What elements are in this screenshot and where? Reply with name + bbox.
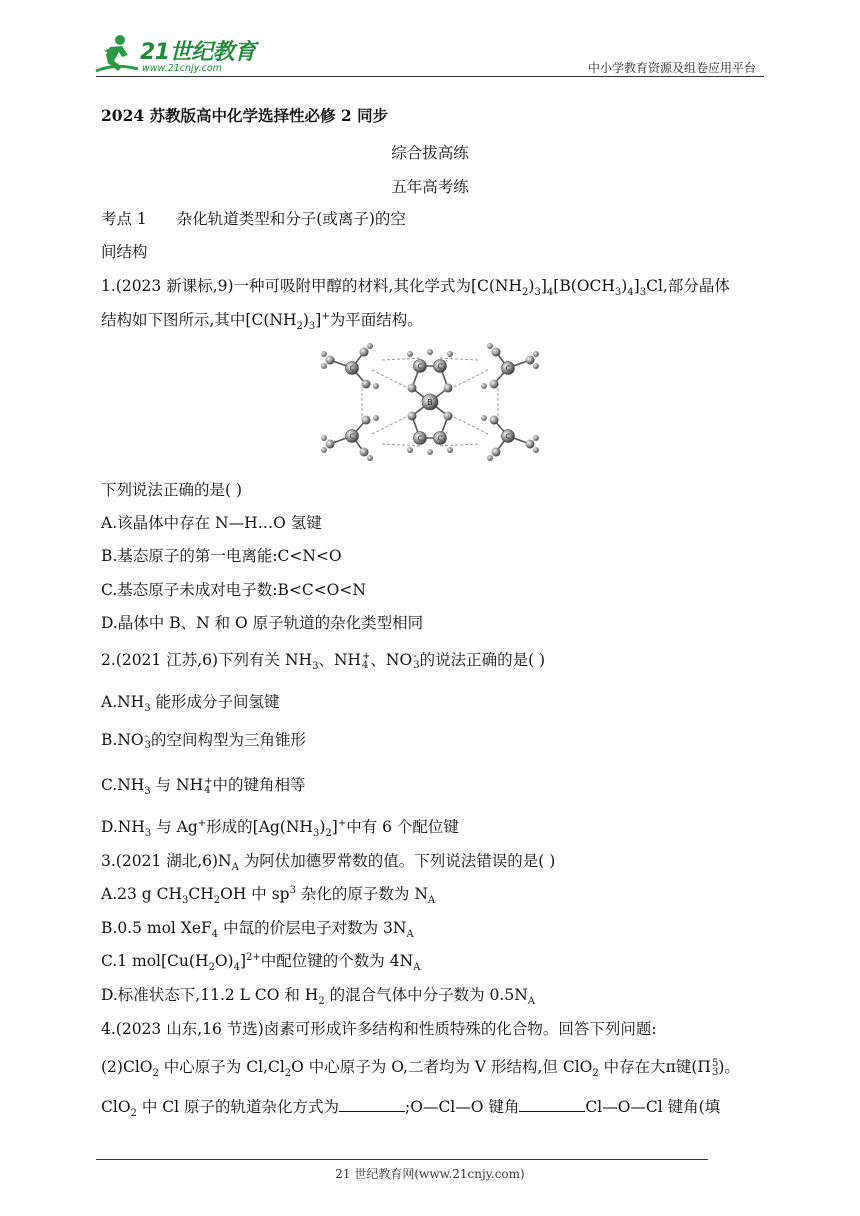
q4-part2-text2: 中心原子为 Cl,Cl [158, 1058, 285, 1076]
q3-option-a-text2: 杂化的原子数为 N [295, 885, 428, 903]
kaodian-title-cont: 间结构 [101, 243, 148, 261]
q2-option-b: B.NO - 3 的空间构型为三角锥形 [101, 731, 306, 751]
q3-option-a-text: A.23 g CH [101, 885, 182, 903]
q4-part2-cont: ClO$_2$ 中 Cl 原子的轨道杂化方式为 ;O—Cl—O 键角 Cl—O—Cl 键角(填 [101, 1098, 721, 1120]
header-divider [96, 76, 764, 77]
answer-blank-1[interactable] [339, 1097, 405, 1112]
q2-option-d: $D.NH_3$ 与 Ag+形成的$[Ag(NH_3)_2]^+$中有 6 个配位键 [101, 817, 459, 840]
document-title: 2024 苏教版高中化学选择性必修 2 同步 [101, 106, 389, 125]
q3-stem: 3.(2021 湖北$,6)N_A$ 为阿伏加德罗常数的值。下列说法错误的是( ) [101, 852, 556, 874]
runner-logo-icon [92, 33, 140, 77]
q4-part2-text4: 中存在大π键(Π [598, 1058, 711, 1076]
logo-url: www.21cnjy.com [142, 63, 222, 74]
site-logo [92, 33, 262, 77]
q4-stem: 4.(2023 山东,16 节选)卤素可形成许多结构和性质特殊的化合物。回答下列问题: [101, 1020, 657, 1038]
q1-stem-text2: 结构如下图所示,其中[C(NH [101, 311, 297, 329]
q1-ask: 下列说法正确的是( ) [101, 481, 243, 499]
q3-option-b-text2: 中氙的价层电子对数为 3N [218, 919, 407, 937]
section-heading-2: 五年高考练 [391, 178, 469, 196]
q3-option-d: D.标准状态下,11.2 L CO 和 $H_2$ 的混合气体中分子数为 $0.5N_A$ [101, 986, 536, 1008]
q4-part2: (2)ClO$_2$ 中心原子为 $Cl,Cl_2O$ 中心原子为 O,二者均为 V 形结构,但 ClO$_2$ 中存在大π键(Π 5 3 )。 [101, 1058, 740, 1080]
q2-option-a: $A.NH_3$ 能形成分子间氢键 [101, 693, 280, 715]
q3-option-b-text: B.0.5 mol XeF [101, 919, 212, 937]
q3-option-a: A.23 g $CH_3CH_2OH$ 中 $sp^3$ 杂化的原子数为 $N_A$ [101, 884, 436, 907]
q2-option-b-text: 的空间构型为三角锥形 [150, 731, 306, 749]
crystal-structure-figure [312, 340, 548, 464]
q3-option-d-text: D.标准状态下,11.2 L CO 和 H [101, 986, 319, 1004]
platform-tagline: 中小学教育资源及组卷应用平台 [587, 61, 756, 75]
q3-stem-text: 3.(2021 湖北,6)N [101, 852, 232, 870]
q3-option-d-text2: 的混合气体中分子数为 0.5N [324, 986, 528, 1004]
footer-divider [96, 1159, 708, 1160]
q4-part2-text: (2)ClO [101, 1058, 153, 1076]
svg-text:C: C [417, 362, 423, 371]
logo-text: 21世纪教育 [140, 40, 256, 65]
q1-stem-line1: 1.(2023 新课标,9)一种可吸附甲醇的材料,其化学式为$[C(NH_2)_3]_4[B(OCH_3)_4]_3Cl$,部分晶体 [101, 277, 730, 299]
svg-text:C: C [417, 434, 423, 443]
q1-option-d: D.晶体中 B、N 和 O 原子轨道的杂化类型相同 [101, 614, 424, 632]
q1-option-b: B.基态原子的第一电离能:C<N<O [101, 547, 342, 565]
footer-text: 21 世纪教育网(www.21cnjy.com) [335, 1167, 525, 1181]
q2-option-c: $C.NH_3$ 与 NH + 4 中的键角相等 [101, 776, 306, 798]
q2-option-d-text: 与 Ag [151, 818, 198, 836]
svg-text:C: C [505, 432, 511, 441]
svg-text:C: C [349, 364, 355, 373]
svg-text:C: C [349, 432, 355, 441]
q2-option-a-text2: 能形成分子间氢键 [150, 693, 280, 711]
q3-option-c-text2: 中配位键的个数为 4N [260, 952, 414, 970]
q2-option-c-text2: 中的键角相等 [212, 776, 306, 794]
q4-part3-text: ClO [101, 1098, 131, 1116]
kaodian-label: 考点 1 [101, 210, 147, 228]
q1-option-c: C.基态原子未成对电子数:B<C<O<N [101, 581, 366, 599]
q2-option-a-text: A.NH [101, 693, 145, 711]
q1-stem-line2: 结构如下图所示,其中$[C(NH_2)_3]^+$为平面结构。 [101, 310, 423, 333]
svg-text:C: C [505, 364, 511, 373]
q2-option-d-text2: 中有 6 个配位键 [346, 818, 459, 836]
q4-part3-text2: 中 Cl 原子的轨道杂化方式为 [136, 1098, 340, 1116]
q2-stem-text: 2.(2021 江苏,6)下列有关 NH [101, 651, 313, 669]
section-heading-1: 综合拔高练 [391, 144, 469, 162]
q1-stem-text: 1.(2023 新课标,9)一种可吸附甲醇的材料,其化学式为[C(NH [101, 277, 523, 295]
q4-part2-text3: O 中心原子为 O,二者均为 V 形结构,但 ClO [291, 1058, 593, 1076]
svg-text:B: B [427, 398, 433, 407]
q2-option-c-text: 与 NH [150, 776, 204, 794]
q3-option-c-text: C.1 mol[Cu(H [101, 952, 209, 970]
q3-stem-text2: 为阿伏加德罗常数的值。下列说法错误的是( ) [238, 852, 556, 870]
kaodian-heading [101, 209, 406, 229]
q1-option-a: A.该晶体中存在 N—H…O 氢键 [101, 514, 322, 532]
q4-part3-text4: Cl—O—Cl 键角(填 [585, 1098, 721, 1116]
q2-stem: 2.(2021 江苏,6)下列有关 $NH_3$、NH + 4 、NO - 3 的说法正确的是( ) [101, 651, 546, 673]
svg-text:C: C [437, 434, 443, 443]
kaodian-title: 杂化轨道类型和分子(或离子)的空 [176, 210, 406, 228]
q4-part3-text3: ;O—Cl—O 键角 [405, 1098, 520, 1116]
q3-option-b: B.0.5 mol XeF$_4$ 中氙的价层电子对数为 $3N_A$ [101, 919, 414, 941]
q2-stem-text2: 的说法正确的是( ) [419, 651, 546, 669]
answer-blank-2[interactable] [519, 1097, 585, 1112]
q1-stem-text3: 为平面结构。 [329, 311, 423, 329]
svg-text:C: C [437, 362, 443, 371]
q3-option-c: C.1 $mol[Cu(H_2O)_4]^{2+}$中配位键的个数为 $4N_A$ [101, 951, 421, 974]
